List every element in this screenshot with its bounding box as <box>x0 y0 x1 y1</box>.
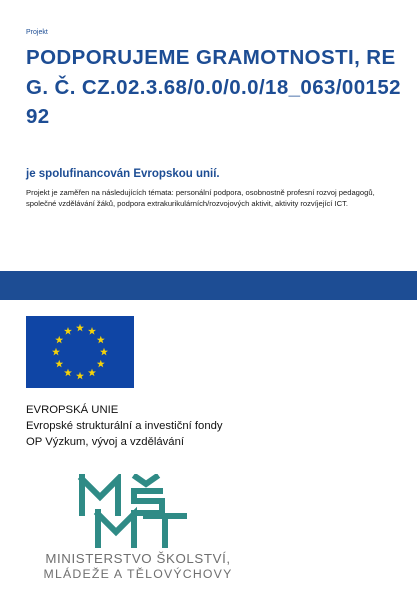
eu-line-3: OP Výzkum, vývoj a vzdělávání <box>26 436 185 449</box>
project-label: Projekt <box>26 29 48 36</box>
ministry-line-1: MINISTERSTVO ŠKOLSTVÍ, <box>45 551 231 566</box>
ministry-name <box>28 551 248 582</box>
ministry-line-2: MLÁDEŽE A TĚLOVÝCHOVY <box>43 566 233 581</box>
msmt-logo <box>76 474 192 548</box>
eu-text-block <box>26 402 223 450</box>
project-description: Projekt je zaměřen na následujících témata: personální podpora, osobnostně profesní rozvoj pedagogů, společné vzdělávání žáků, podpora extrakurikulárních/rozvojových aktivit, aktivity rozvíjející ICT. <box>26 188 375 208</box>
blue-band <box>0 271 417 300</box>
eu-line-2: Evropské strukturální a investiční fondy <box>26 420 223 433</box>
eu-line-1: EVROPSKÁ UNIE <box>26 404 119 416</box>
cofinanced-text: je spolufinancován Evropskou unií. <box>26 168 220 180</box>
project-title: PODPORUJEME GRAMOTNOSTI, REG. Č. CZ.02.3.68/0.0/0.0/18_063/0015292 <box>26 46 401 129</box>
eu-flag <box>26 316 134 388</box>
